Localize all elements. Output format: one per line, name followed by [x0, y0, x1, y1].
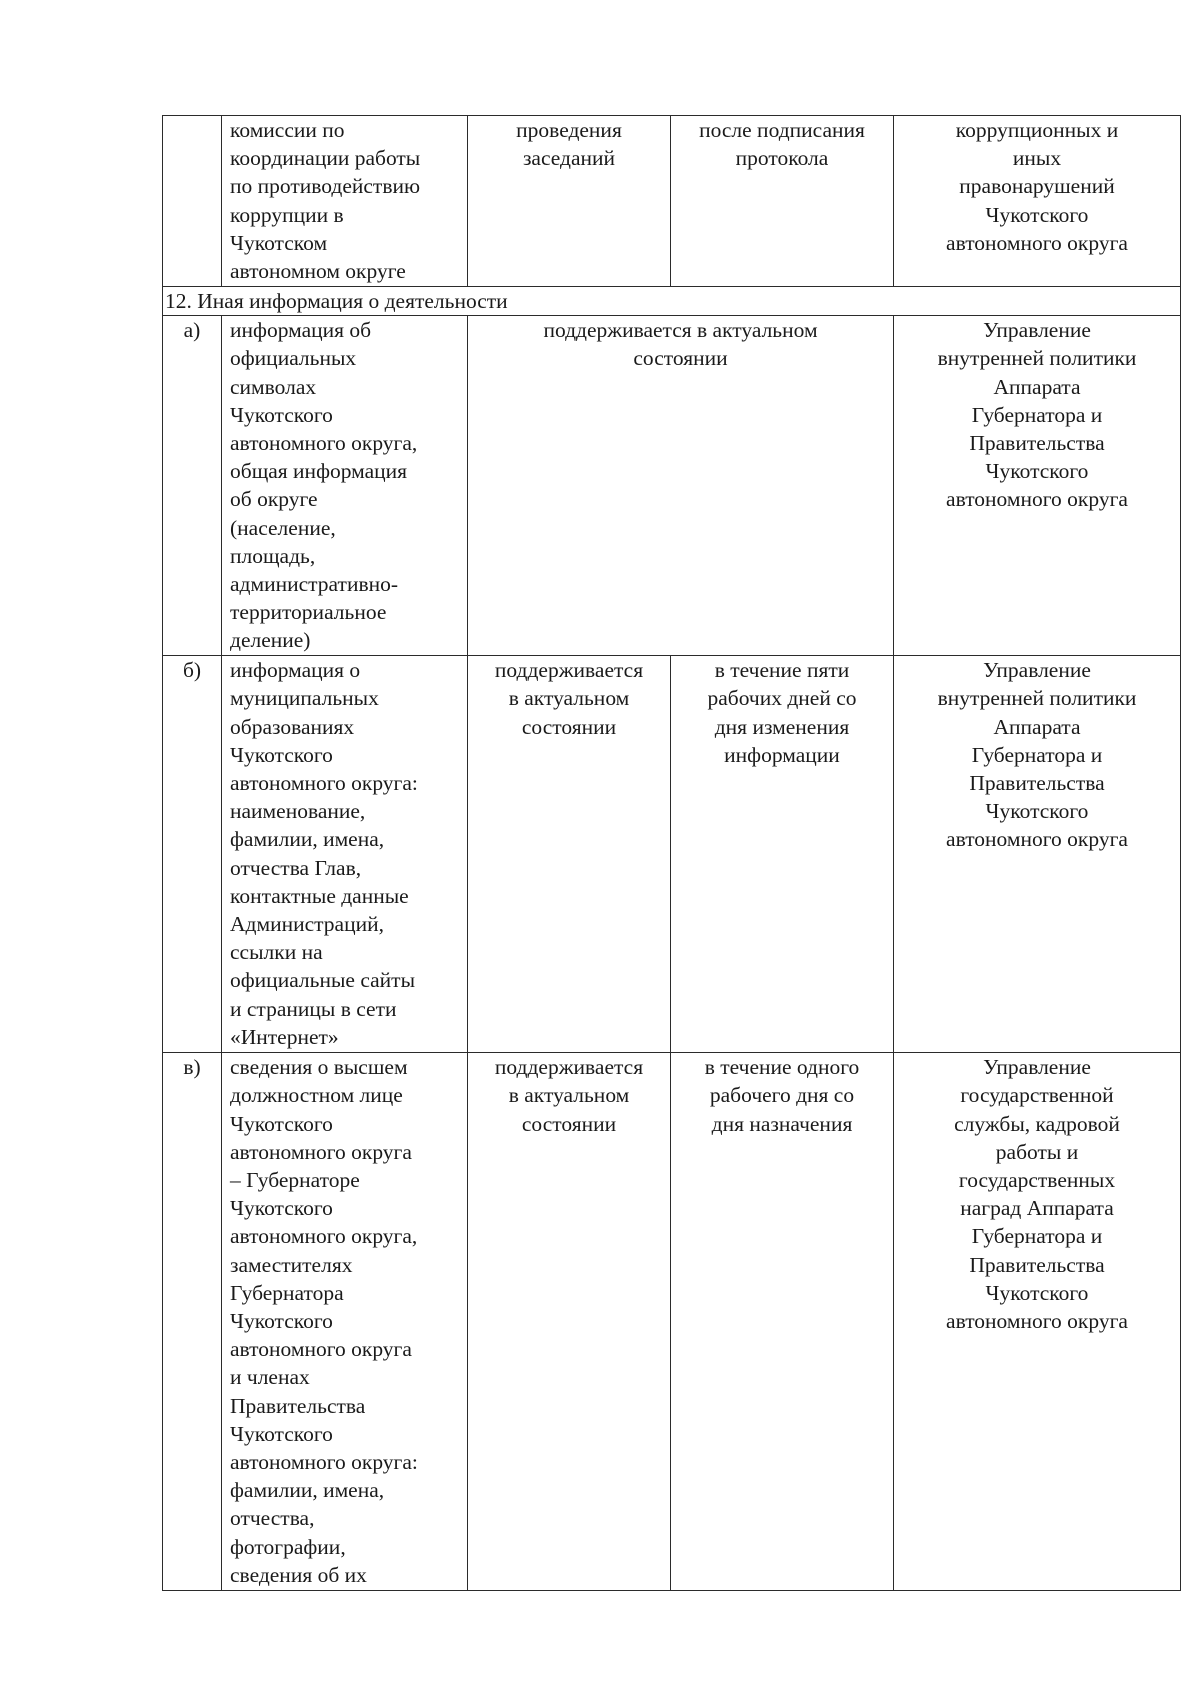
table-row [163, 316, 1181, 656]
responsible-cell: коррупционных и иных правонарушений Чукотского автономного округа [894, 116, 1181, 287]
responsible-cell: Управление государственной службы, кадровой работы и государственных наград Аппарата Губернатора и Правительства Чукотского автономного округа [894, 1053, 1181, 1591]
row-number-cell [163, 116, 222, 287]
responsible-cell: Управление внутренней политики Аппарата Губернатора и Правительства Чукотского автономного округа [894, 316, 1181, 656]
info-disclosure-table [162, 115, 1181, 1591]
section-row [163, 287, 1181, 316]
description-cell: информация об официальных символах Чукотского автономного округа, общая информация об округе (население, площадь, административно- территориальное деление) [222, 316, 468, 656]
table-row [163, 1053, 1181, 1591]
frequency-merged-cell: поддерживается в актуальном состоянии [468, 316, 894, 656]
deadline-cell: в течение одного рабочего дня со дня назначения [671, 1053, 894, 1591]
row-number-cell: а) [163, 316, 222, 656]
table-row [163, 116, 1181, 287]
description-cell: сведения о высшем должностном лице Чукотского автономного округа – Губернаторе Чукотского автономного округа, заместителях Губернатора Чукотского автономного округа и членах Правительства Чукотского автономного округа: фамилии, имена, отчества, фотографии, сведения об их [222, 1053, 468, 1591]
responsible-cell: Управление внутренней политики Аппарата Губернатора и Правительства Чукотского автономного округа [894, 656, 1181, 1053]
deadline-cell: после подписания протокола [671, 116, 894, 287]
frequency-cell: проведения заседаний [468, 116, 671, 287]
row-number-cell: в) [163, 1053, 222, 1591]
table-row [163, 656, 1181, 1053]
row-number-cell: б) [163, 656, 222, 1053]
section-heading: 12. Иная информация о деятельности [163, 287, 1181, 316]
frequency-cell: поддерживается в актуальном состоянии [468, 656, 671, 1053]
deadline-cell: в течение пяти рабочих дней со дня изменения информации [671, 656, 894, 1053]
description-cell: комиссии по координации работы по противодействию коррупции в Чукотском автономном округе [222, 116, 468, 287]
description-cell: информация о муниципальных образованиях Чукотского автономного округа: наименование, фамилии, имена, отчества Глав, контактные данные Администраций, ссылки на официальные сайты и страницы в сети «Интернет» [222, 656, 468, 1053]
frequency-cell: поддерживается в актуальном состоянии [468, 1053, 671, 1591]
